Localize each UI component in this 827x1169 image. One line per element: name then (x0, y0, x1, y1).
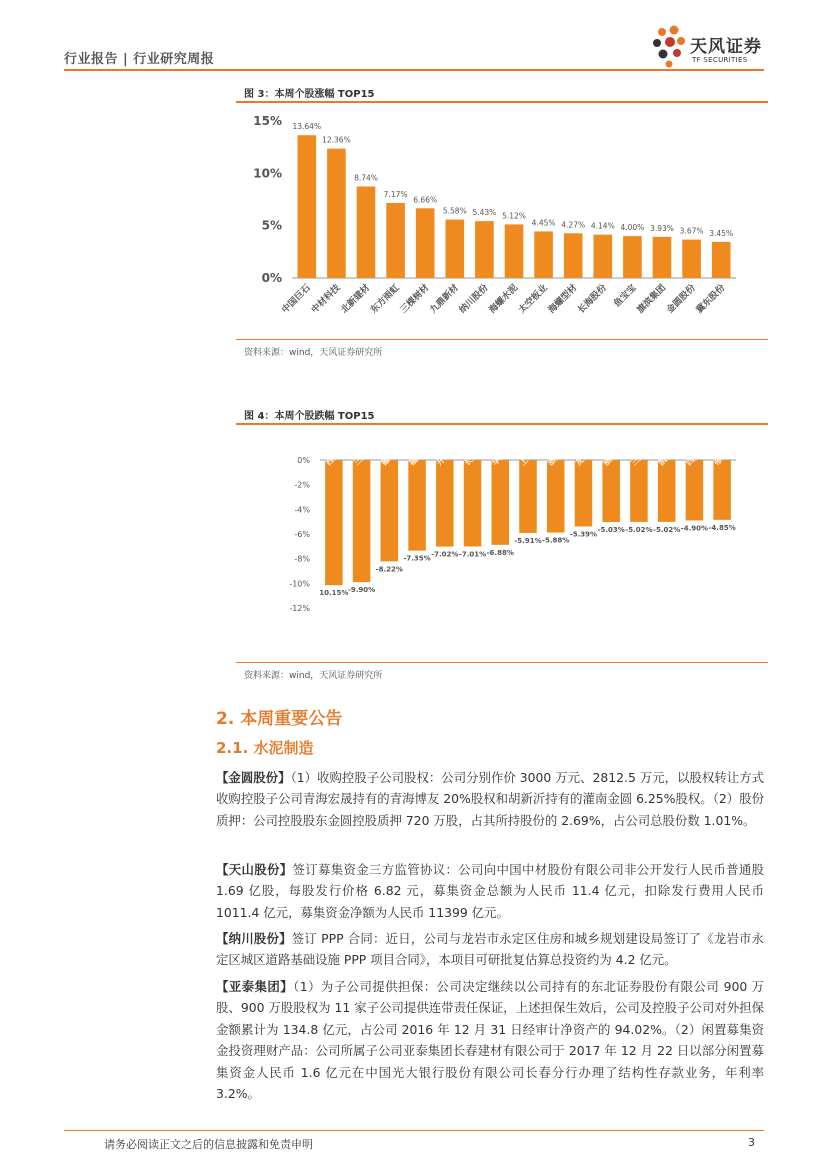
data-label: 5.58% (442, 206, 467, 216)
bar (682, 240, 701, 278)
announcement-text: 签订 PPP 合同：近日，公司与龙岩市永定区住房和城乡规划建设局签订了《龙岩市永定区城区道路基础设施 PPP 项目合同》，本项目可研批复估算总投资约为 4.2 亿元。 (216, 931, 765, 968)
bar (327, 149, 346, 278)
subsection-heading: 2.1. 水泥制造 (216, 739, 314, 757)
gainers-bar-chart (236, 104, 768, 336)
data-label: 3.93% (650, 223, 674, 233)
data-label: -6.88% (486, 548, 514, 557)
bar (464, 460, 482, 546)
data-label: 4.14% (590, 221, 615, 231)
announcement-paragraph (216, 859, 764, 923)
category-label: 开尔新材 (434, 438, 464, 468)
data-label: 7.17% (383, 189, 408, 199)
category-label: 友邦吊顶 (573, 438, 603, 468)
data-label: 4.00% (620, 223, 645, 233)
figure4-source: 资料来源：wind，天风证券研究所 (244, 671, 383, 681)
data-label: -5.02% (653, 525, 681, 534)
bar (630, 460, 648, 522)
bar (602, 460, 620, 522)
bar (547, 460, 565, 533)
company-tag: 【金圆股份】 (216, 770, 291, 785)
footer-rule (64, 1130, 764, 1131)
data-label: 3.67% (679, 226, 704, 236)
bar (436, 460, 454, 547)
category-label: 浙数实业 (545, 438, 575, 468)
data-label: 13.64% (292, 122, 322, 132)
category-label: 上峰水泥 (518, 438, 548, 468)
data-label: -5.02% (625, 525, 653, 534)
category-label: 福达股份 (407, 438, 437, 468)
bar (298, 135, 317, 278)
y-tick-label: -2% (294, 480, 310, 490)
bar (386, 203, 405, 278)
figure4-top-rule (236, 423, 768, 425)
data-label: -7.02% (431, 550, 459, 559)
bar (534, 231, 553, 278)
category-label: 华立股份 (490, 438, 520, 468)
category-label: 三星新材 (628, 438, 658, 468)
data-label: -5.88% (542, 536, 570, 545)
logo-text-en: TF SECURITIES (692, 56, 748, 64)
category-label: 东方雨虹 (369, 283, 402, 316)
data-label: -7.35% (403, 554, 431, 563)
category-label: 中材科技 (309, 283, 343, 316)
bar (416, 208, 435, 278)
bar (353, 460, 371, 582)
bar (712, 242, 731, 278)
y-tick-label: 0% (297, 456, 310, 465)
logo-text-cn: 天风证券 (690, 37, 762, 57)
category-label: 长江健康 (462, 438, 492, 468)
y-tick-label: 10% (253, 166, 282, 181)
figure3-bottom-rule (236, 339, 768, 340)
category-label: 纳川股份 (457, 283, 491, 316)
announcement-text: （1）收购控股子公司股权：公司分别作价 3000 万元、2812.5 万元，以股权转让方式收购控股子公司青海宏晟持有的青海博友 20%股权和胡新沂持有的灌南金圆 6.25%股权。（2）股份质押：公司控股股东金圆控股质押 720 万股，占其所持股份的 2.69%，占公司总股份数 1.01%。 (216, 770, 765, 828)
bar (564, 233, 583, 278)
data-label: 10.15% (319, 589, 349, 598)
category-label: 三圣特材 (351, 438, 381, 468)
report-category: 行业报告 | 行业研究周报 (64, 52, 215, 67)
bar (713, 460, 731, 520)
category-label: 北新建材 (339, 283, 373, 316)
bar (325, 460, 343, 585)
announcement-paragraph (216, 976, 764, 1104)
category-label: 冀东股份 (694, 283, 728, 316)
category-label: 三棵树材 (398, 283, 432, 316)
category-label: 丽鹏股份 (601, 438, 631, 468)
category-label: 西部建设 (323, 438, 353, 468)
data-label: -7.01% (458, 550, 487, 559)
y-tick-label: -4% (294, 505, 310, 515)
figure3-title: 图 3：本周个股涨幅 TOP15 (244, 89, 375, 100)
announcement-text: 签订募集资金三方监管协议：公司向中国中材股份有限公司非公开发行人民币普通股 1.69 亿股，每股发行价格 6.82 元，募集资金总额为人民币 11.4 亿元，扣除发行费用人民币 1011.4 亿元，募集资金净额为人民币 11399 亿元。 (216, 862, 764, 920)
data-label: 12.36% (322, 135, 351, 145)
data-label: 6.66% (413, 195, 438, 205)
data-label: -4.85% (708, 523, 736, 532)
category-label: 帝欧家居 (712, 438, 742, 468)
data-label: -4.90% (680, 524, 709, 533)
data-label: 3.45% (709, 228, 734, 238)
announcement-paragraph (216, 928, 764, 971)
section-heading: 2. 本周重要公告 (216, 709, 343, 729)
category-label: 长海股份 (576, 283, 609, 316)
bar (575, 460, 593, 526)
data-label: -5.91% (514, 536, 542, 545)
bar (594, 235, 613, 278)
losers-bar-chart (236, 428, 768, 658)
bar (446, 220, 465, 278)
category-label: 鱼宝宝 (612, 283, 639, 310)
category-label: 旗滨集团 (635, 283, 669, 316)
category-label: 海螺型材 (546, 283, 580, 316)
figure3-top-rule (236, 101, 768, 103)
y-tick-label: -10% (289, 579, 310, 589)
data-label: 4.45% (531, 218, 556, 228)
data-label: -5.39% (569, 530, 598, 539)
category-label: 四方达 (684, 444, 708, 468)
figure4-title: 图 4：本周个股跌幅 TOP15 (244, 411, 375, 422)
bar (408, 460, 426, 551)
category-label: 凯伦股份 (656, 438, 686, 468)
bar (658, 460, 676, 522)
figure4-bottom-rule (236, 662, 768, 663)
company-tag: 【亚泰集团】 (216, 979, 294, 994)
category-label: 德尔家居 (379, 438, 409, 468)
announcement-text: （1）为子公司提供担保：公司决定继续以公司持有的东北证券股份有限公司 900 万股、900 万股股权为 11 家子公司提供连带责任保证，上述担保生效后，公司及控股子公司对外担保金额累计为 134.8 亿元，占公司 2016 年 12 月 31 日经审计净资产的 94.02%。（2）闲置募集资金投资理财产品：公司所属子公司亚泰集团长春建材有限公司于 2017 年 12 月 22 日以部分闲置募集资金人民币 1.6 亿元在中国光大银行股份有限公司长春分行办理了结构性存款业务，年利率 3.2%。 (216, 979, 765, 1102)
bar (505, 224, 524, 278)
data-label: 4.27% (561, 220, 586, 230)
bar (519, 460, 537, 533)
figure3-source: 资料来源：wind，天风证券研究所 (244, 348, 383, 358)
page-number: 3 (748, 1136, 755, 1149)
bar (623, 236, 642, 278)
bar (492, 460, 510, 545)
category-label: 中国巨石 (280, 283, 313, 316)
category-label: 九鼎新材 (428, 283, 461, 316)
data-label: -5.03% (597, 526, 625, 535)
data-label: 5.12% (502, 211, 526, 221)
y-tick-label: 5% (261, 218, 282, 233)
footer-disclaimer: 请务必阅读正文之后的信息披露和免责申明 (104, 1138, 313, 1151)
data-label: 5.43% (472, 208, 497, 218)
company-tag: 【天山股份】 (216, 862, 293, 877)
category-label: 海螺水泥 (487, 283, 521, 316)
y-tick-label: -12% (289, 604, 310, 613)
y-tick-label: -6% (294, 530, 310, 539)
bar (357, 187, 376, 278)
category-label: 太空板业 (517, 283, 550, 316)
data-label: 8.74% (354, 173, 378, 183)
announcement-paragraph (216, 767, 764, 831)
y-tick-label: -8% (294, 554, 310, 564)
bar (381, 460, 399, 561)
bar (653, 237, 672, 278)
data-label: -8.22% (375, 565, 403, 574)
y-tick-label: 15% (253, 114, 282, 128)
company-tag: 【纳川股份】 (216, 931, 292, 946)
data-label: -9.90% (347, 586, 376, 595)
bar (686, 460, 704, 520)
bar (475, 221, 494, 278)
y-tick-label: 0% (261, 271, 282, 285)
category-label: 金圆股份 (665, 283, 698, 316)
